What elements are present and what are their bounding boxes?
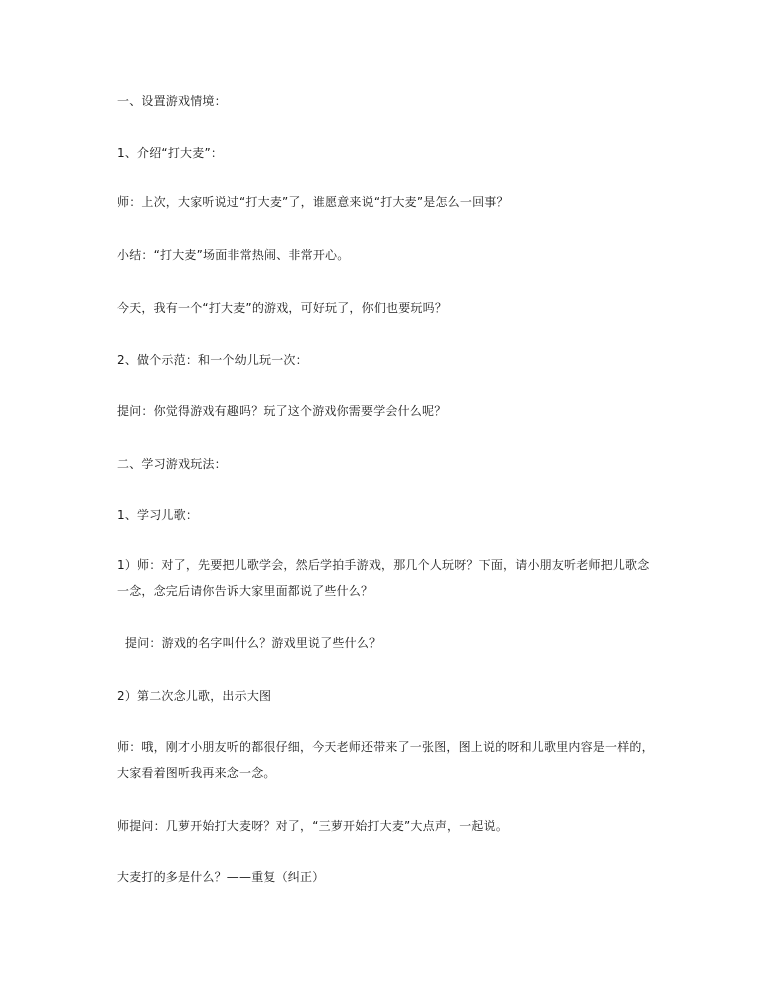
subheading-intro: 1、介绍“打大麦”： (117, 146, 224, 160)
subheading-demo: 2、做个示范：和一个幼儿玩一次： (117, 353, 308, 367)
subheading-learn-rhyme: 1、学习儿歌： (117, 508, 199, 522)
teacher-rhyme-paragraph: 1）师：对了，先要把儿歌学会，然后学拍手游戏，那几个人玩呀？下面，请小朋友听老师把儿歌念一念，念完后请你告诉大家里面都说了些什么？ (117, 558, 650, 598)
today-game-paragraph: 今天，我有一个“打大麦”的游戏，可好玩了，你们也要玩吗？ (117, 301, 448, 315)
teacher-picture-paragraph: 师：哦，刚才小朋友听的都很仔细，今天老师还带来了一张图，图上说的呀和儿歌里内容是一样的，大家看着图听我再来念一念。 (117, 740, 654, 780)
teacher-question-paragraph: 师：上次，大家听说过“打大麦”了，谁愿意来说“打大麦”是怎么一回事？ (117, 195, 509, 209)
teacher-ask-paragraph: 师提问：几萝开始打大麦呀？对了，“三萝开始打大麦”大点声，一起说。 (117, 819, 509, 833)
section-heading-2: 二、学习游戏玩法： (117, 457, 227, 471)
section-heading-1: 一、设置游戏情境： (117, 94, 227, 108)
repeat-correct-paragraph: 大麦打的多是什么？——重复（纠正） (117, 870, 325, 884)
question-rhyme-paragraph: 提问：游戏的名字叫什么？游戏里说了些什么？ (117, 636, 382, 650)
question-paragraph: 提问：你觉得游戏有趣吗？玩了这个游戏你需要学会什么呢？ (117, 404, 447, 418)
summary-paragraph: 小结：“打大麦”场面非常热闹、非常开心。 (117, 248, 350, 262)
second-reading-paragraph: 2）第二次念儿歌，出示大图 (117, 689, 272, 703)
